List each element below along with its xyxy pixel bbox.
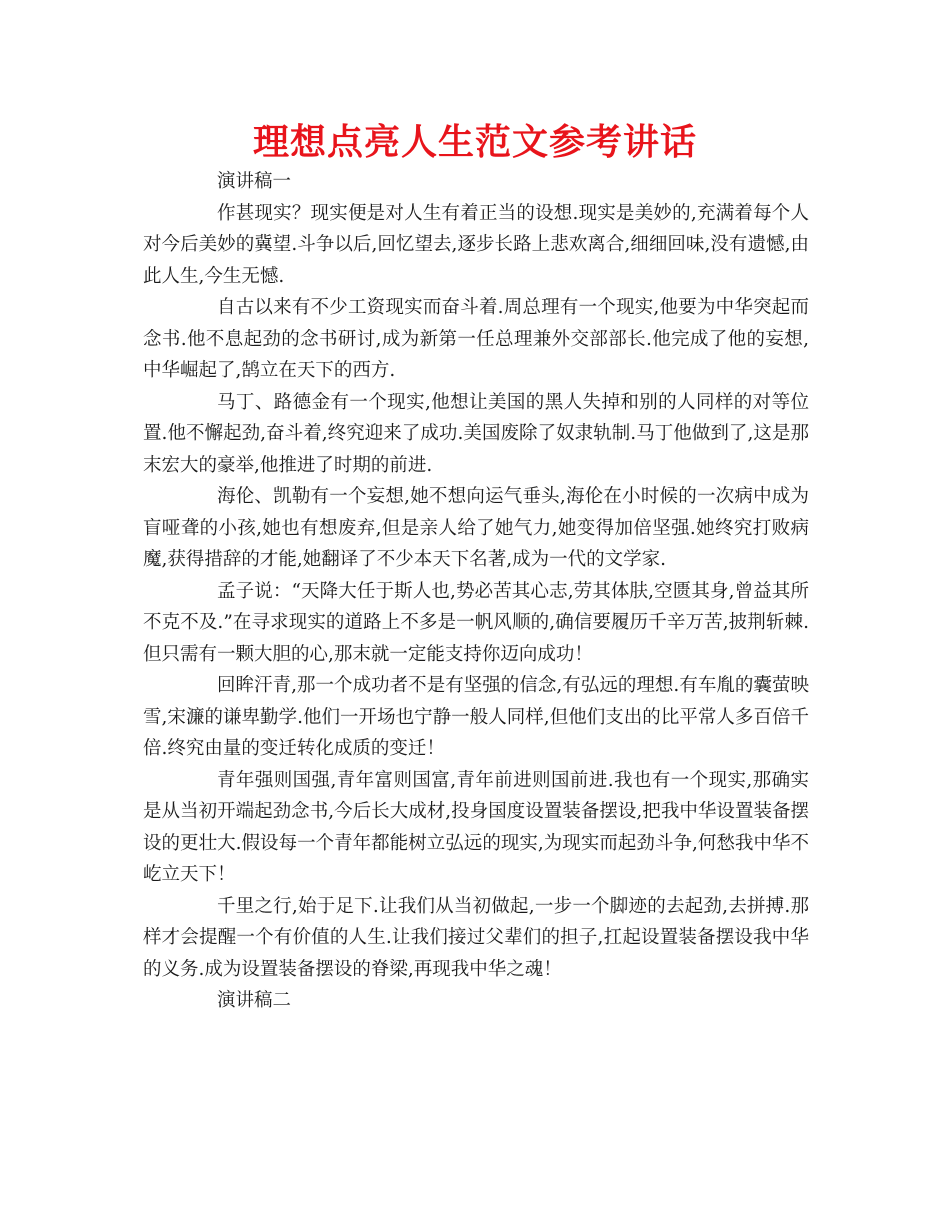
document-title: 理想点亮人生范文参考讲话 — [252, 122, 697, 163]
document-body — [143, 166, 809, 1017]
paragraph-2: 自古以来有不少工资现实而奋斗着.周总理有一个现实,他要为中华突起而念书.他不息起劲的念书研讨,成为新第一任总理兼外交部部长.他完成了他的妄想,中华崛起了,鹄立在天下的西方. — [143, 297, 809, 381]
paragraph-5: 孟子说：“天降大任于斯人也,势必苦其心志,劳其体肤,空匮其身,曾益其所不克不及.”在寻求现实的道路上不多是一帆风顺的,确信要履历千辛万苦,披荆斩棘.但只需有一颗大胆的心,那末就一定能支持你迈向成功！ — [143, 580, 809, 665]
paragraph-1: 作甚现实？现实便是对人生有着正当的设想.现实是美妙的,充满着每个人对今后美妙的冀望.斗争以后,回忆望去,逐步长路上悲欢离合,细细回味,没有遗憾,由此人生,今生无憾. — [143, 202, 809, 287]
paragraph-3: 马丁、路德金有一个现实,他想让美国的黑人失掉和别的人同样的对等位置.他不懈起劲,奋斗着,终究迎来了成功.美国废除了奴隶轨制.马丁他做到了,这是那末宏大的豪举,他推进了时期的前进. — [143, 391, 809, 476]
paragraph-6: 回眸汗青,那一个成功者不是有坚强的信念,有弘远的理想.有车胤的囊萤映雪,宋濂的谦卑勤学.他们一开场也宁静一般人同样,但他们支出的比平常人多百倍千倍.终究由量的变迁转化成质的变迁！ — [143, 675, 809, 759]
section-heading-speech-two: 演讲稿二 — [217, 990, 292, 1011]
section-heading-speech-one: 演讲稿一 — [217, 171, 292, 192]
paragraph-7: 青年强则国强,青年富则国富,青年前进则国前进.我也有一个现实,那确实是从当初开端起劲念书,今后长大成材,投身国度设置装备摆设,把我中华设置装备摆设的更壮大.假设每一个青年都能树立弘远的现实,为现实而起劲斗争,何愁我中华不屹立天下！ — [143, 769, 809, 885]
paragraph-4: 海伦、凯勒有一个妄想,她不想向运气垂头,海伦在小时候的一次病中成为盲哑聋的小孩,她也有想废弃,但是亲人给了她气力,她变得加倍坚强.她终究打败病魔,获得措辞的才能,她翻译了不少本天下名著,成为一代的文学家. — [143, 486, 809, 570]
paragraph-8: 千里之行,始于足下.让我们从当初做起,一步一个脚迹的去起劲,去拼搏.那样才会提醒一个有价值的人生.让我们接过父辈们的担子,扛起设置装备摆设我中华的义务.成为设置装备摆设的脊梁,再现我中华之魂！ — [143, 895, 809, 980]
